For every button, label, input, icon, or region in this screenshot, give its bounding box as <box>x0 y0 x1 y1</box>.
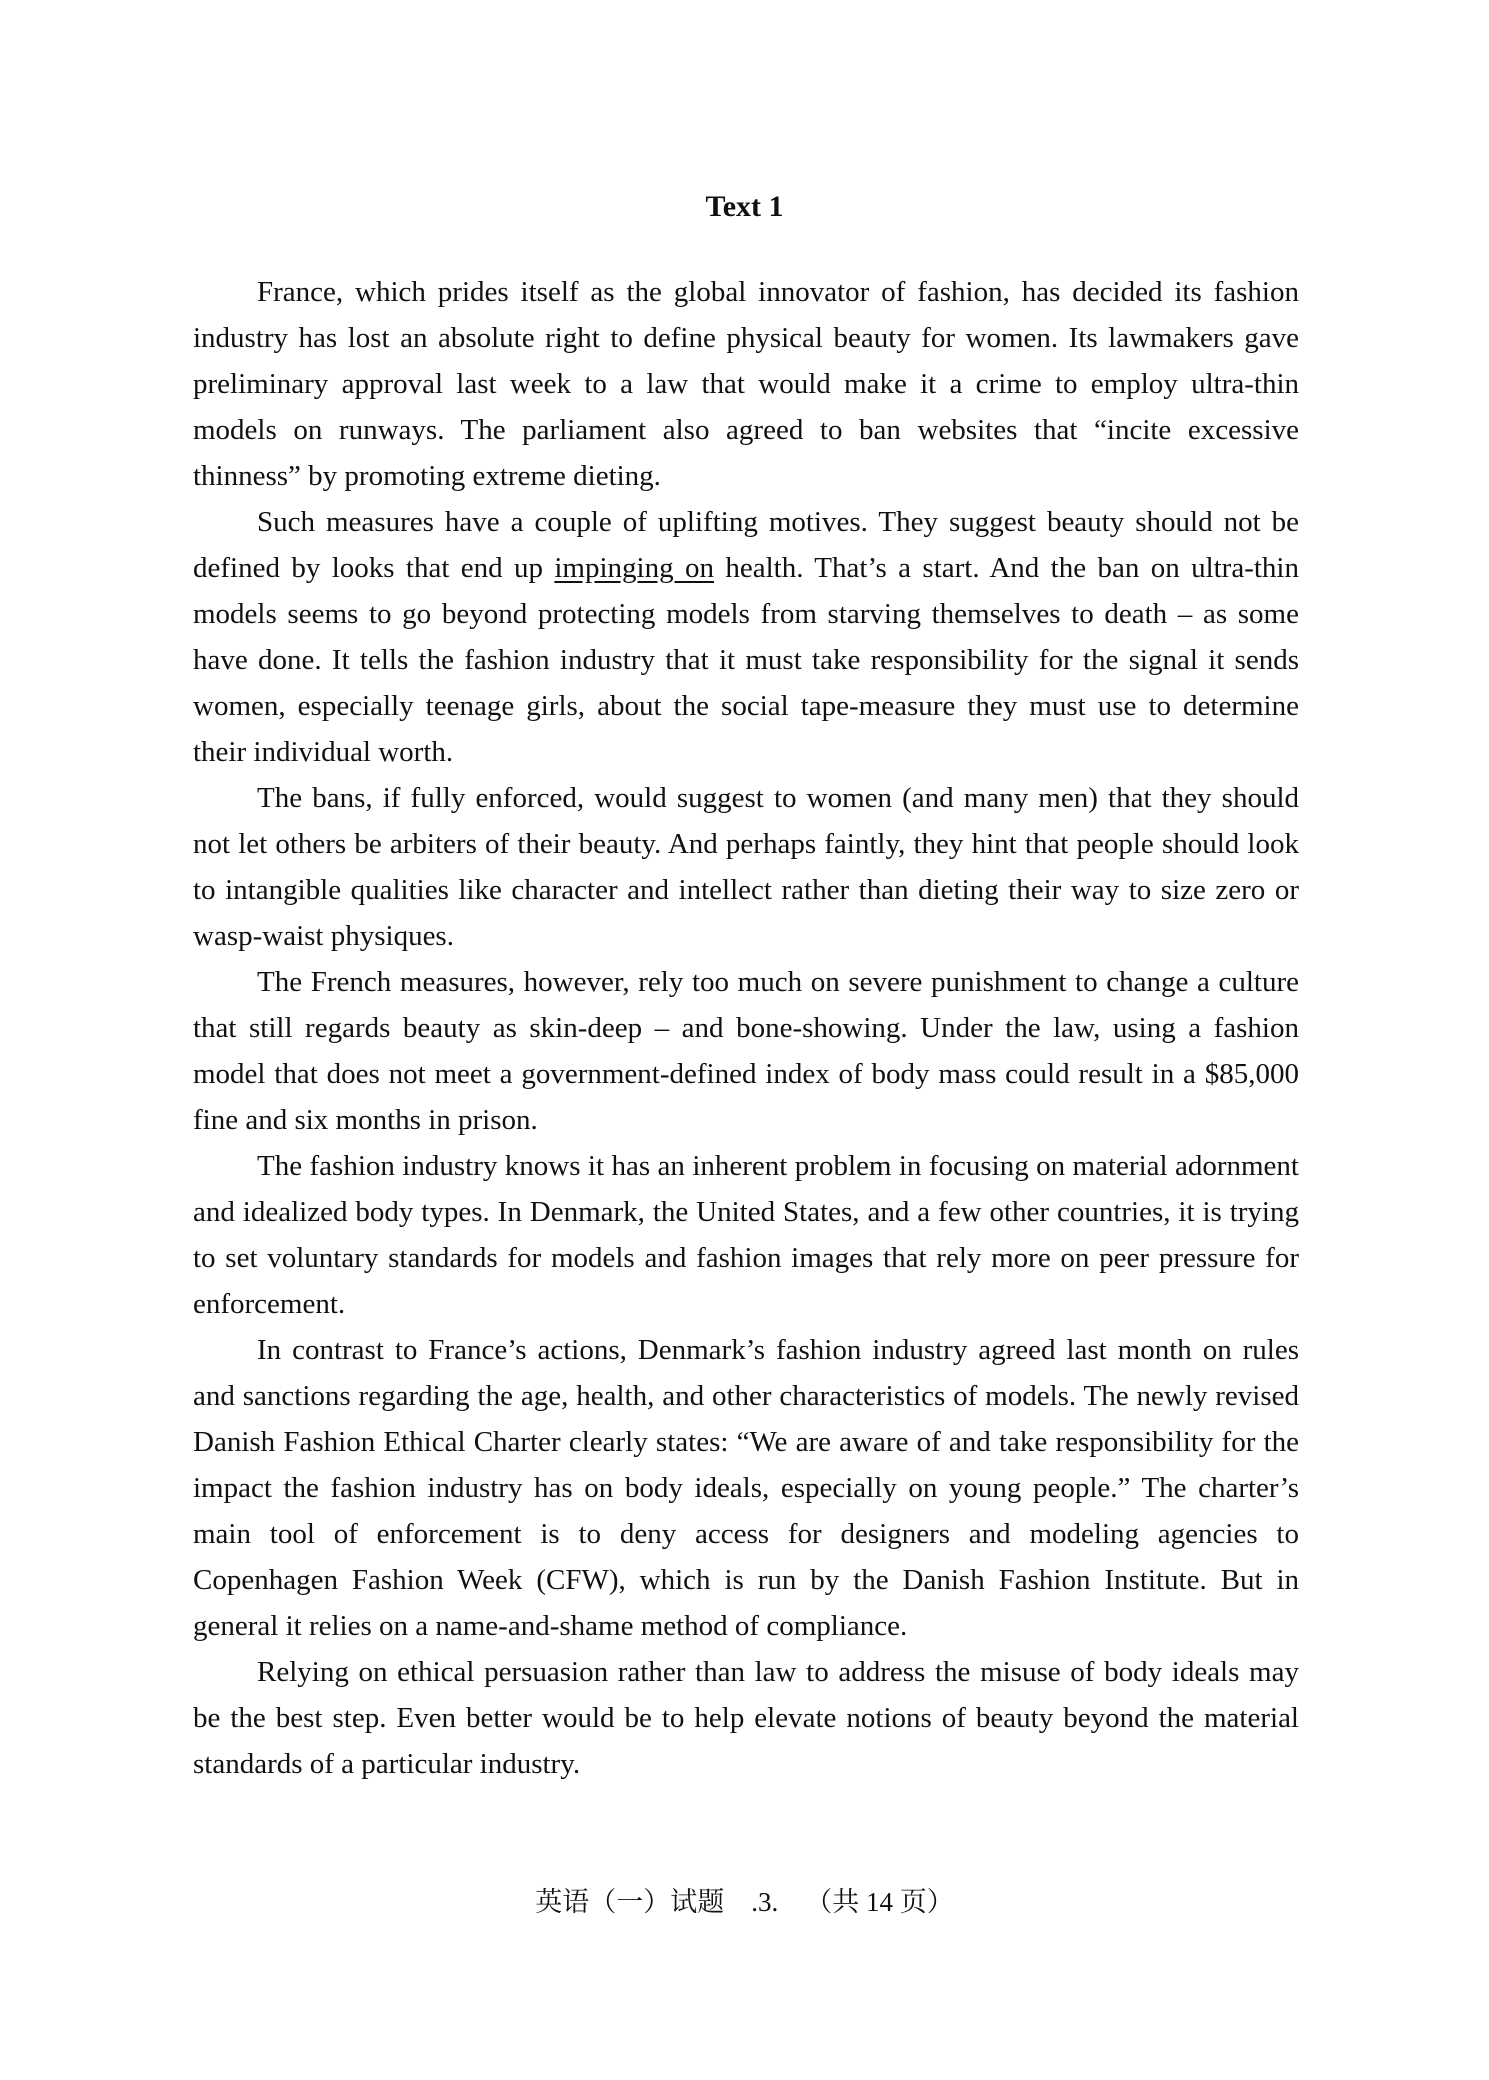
paragraph-5: The fashion industry knows it has an inherent problem in focusing on material adornment and idealized body types. In Denmark, the United States, and a few other countries, it is trying to set voluntary standards for models and fashion images that rely more on peer pressure for enforcement. <box>193 1150 1299 1320</box>
paragraph-4: The French measures, however, rely too much on severe punishment to change a culture that still regards beauty as skin-deep – and bone-showing. Under the law, using a fashion model that does not meet a government-defined index of body mass could result in a $85,000 fine and six months in prison. <box>193 966 1299 1136</box>
paragraph-2-before: Such measures have a couple of uplifting motives. They suggest beauty should not be defined by looks that end up <box>193 506 1299 584</box>
paragraph-2 <box>193 499 1299 775</box>
paragraph-3: The bans, if fully enforced, would suggest to women (and many men) that they should not let others be arbiters of their beauty. And perhaps faintly, they hint that people should look to intangible qualities like character and intellect rather than dieting their way to size zero or wasp-waist physiques. <box>193 782 1299 952</box>
article-body <box>193 269 1299 1787</box>
text-title: Text 1 <box>705 190 784 223</box>
paragraph-2-after: health. That’s a start. And the ban on ultra-thin models seems to go beyond protecting models from starving themselves to death – as some have done. It tells the fashion industry that it must take responsibility for the signal it sends women, especially teenage girls, about the social tape-measure they must use to determine their individual worth. <box>193 552 1299 768</box>
page-footer: 英语（一）试题 .3. （共 14 页） <box>535 1887 954 1917</box>
paragraph-1: France, which prides itself as the global innovator of fashion, has decided its fashion industry has lost an absolute right to define physical beauty for women. Its lawmakers gave preliminary approval last week to a law that would make it a crime to employ ultra-thin models on runways. The parliament also agreed to ban websites that “incite excessive thinness” by promoting extreme dieting. <box>193 276 1299 492</box>
paragraph-7: Relying on ethical persuasion rather than law to address the misuse of body ideals may be the best step. Even better would be to help elevate notions of beauty beyond the material standards of a particular industry. <box>193 1656 1299 1780</box>
underlined-phrase: impinging on <box>554 552 714 584</box>
paragraph-6: In contrast to France’s actions, Denmark’s fashion industry agreed last month on rules and sanctions regarding the age, health, and other characteristics of models. The newly revised Danish Fashion Ethical Charter clearly states: “We are aware of and take responsibility for the impact the fashion industry has on body ideals, especially on young people.” The charter’s main tool of enforcement is to deny access for designers and modeling agencies to Copenhagen Fashion Week (CFW), which is run by the Danish Fashion Institute. But in general it relies on a name-and-shame method of compliance. <box>193 1334 1299 1642</box>
